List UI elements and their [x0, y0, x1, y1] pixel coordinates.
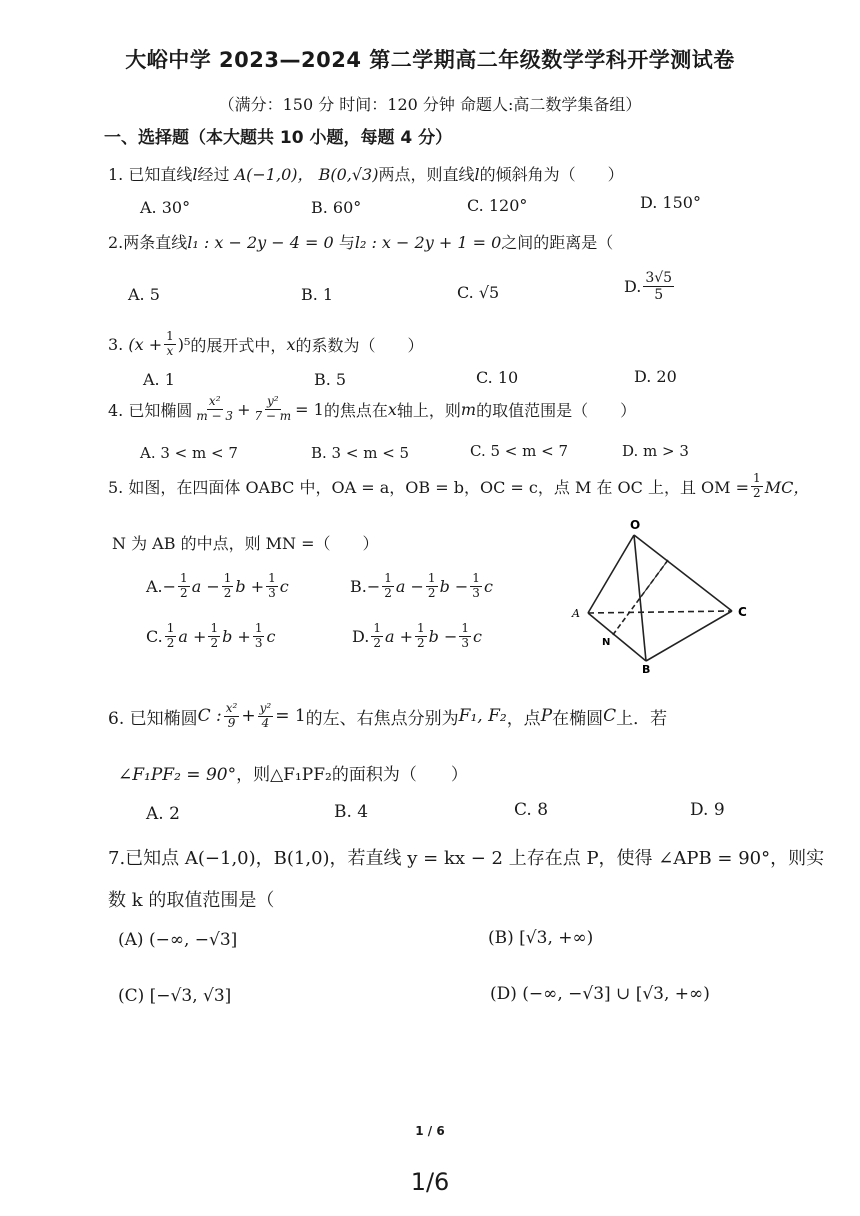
label-B: B	[642, 663, 651, 675]
q7-option-a: (A) (−∞, −√3]	[118, 930, 238, 950]
label-N: N	[602, 637, 611, 648]
question-3-stem: 3. (x + $\frac{1}{x}$ )⁵ 的展开式中， x 的系数为（ ）	[108, 329, 424, 358]
q7-option-c: (C) [−√3, √3]	[118, 986, 232, 1006]
edge-OC	[634, 535, 732, 611]
question-5-stem-line2: N 为 AB 的中点，则 MN =（ ）	[112, 534, 379, 553]
edge-AB	[588, 613, 646, 661]
q7-option-d: (D) (−∞, −√3] ∪ [√3, +∞)	[490, 984, 710, 1004]
q1-option-c: C. 120°	[467, 196, 528, 215]
question-7-stem-line2: 数 k 的取值范围是（	[108, 890, 275, 911]
q6-option-d: D. 9	[690, 800, 725, 820]
page-number-small: 1 / 6	[415, 1124, 445, 1138]
q7-option-b: (B) [√3, +∞)	[488, 928, 594, 948]
q1-option-a: A. 30°	[140, 198, 191, 217]
q3-option-c: C. 10	[476, 368, 519, 387]
q5-option-c: C. $\frac{1}{2}$ a + $\frac{1}{2}$ b + $\frac{1}{3}$ c	[146, 621, 276, 650]
question-5-stem-line1: 5. 如图，在四面体 OABC 中，OA = a，OB = b，OC = c，点 M 在 OC 上，且 OM = $\frac{1}{2}$ MC，	[108, 471, 810, 500]
q4-option-c: C. 5 < m < 7	[470, 442, 568, 460]
q1-option-d: D. 150°	[640, 193, 701, 212]
q4-option-d: D. m > 3	[622, 442, 689, 460]
section-heading: 一、选择题（本大题共 10 小题，每题 4 分）	[104, 128, 453, 148]
q6-option-b: B. 4	[334, 802, 369, 822]
question-1-stem: 1. 已知直线l经过 A(−1,0)， B(0,√3)两点，则直线l的倾斜角为（ ）	[108, 165, 624, 184]
q2-option-b: B. 1	[301, 285, 334, 304]
q2-option-c: C. √5	[457, 283, 500, 302]
q3-option-b: B. 5	[314, 370, 347, 389]
question-6-stem-line1: 6. 已知椭圆 C : $\frac{\text{x²}}{9}$ + $\frac{\text{y²}}{4}$ = 1 的左、右焦点分别为 F₁, F₂ ，点 P 在椭圆 C 上．若	[108, 701, 668, 730]
q3-option-d: D. 20	[634, 367, 677, 386]
question-6-stem-line2: ∠F₁PF₂ = 90°，则△F₁PF₂的面积为（ ）	[118, 765, 468, 785]
q1-option-b: B. 60°	[311, 198, 362, 217]
tetrahedron-figure	[560, 515, 760, 675]
segment-aux	[640, 560, 668, 598]
edge-OA	[588, 535, 634, 613]
page-number-large: 1/6	[410, 1168, 450, 1196]
q5-option-d: D. $\frac{1}{2}$ a + $\frac{1}{2}$ b − $\frac{1}{3}$ c	[352, 621, 482, 650]
label-O: O	[630, 518, 641, 532]
q2-option-a: A. 5	[128, 285, 160, 304]
q5-option-a: A.− $\frac{1}{2}$ a − $\frac{1}{2}$ b + $\frac{1}{3}$ c	[146, 571, 289, 600]
edge-BC	[646, 611, 732, 661]
question-7-stem-line1: 7.已知点 A(−1,0)，B(1,0)，若直线 y = kx − 2 上存在点 P，使得 ∠APB = 90°，则实	[108, 848, 825, 869]
label-A: A	[572, 607, 580, 620]
q2-option-d: D. $\frac{3√5}{5}$	[624, 270, 673, 304]
q2-option-d-fraction: $\frac{3√5}{5}$	[645, 270, 673, 304]
edge-AC-hidden	[588, 611, 732, 613]
q5-option-b: B.− $\frac{1}{2}$ a − $\frac{1}{2}$ b − $\frac{1}{3}$ c	[350, 571, 493, 600]
question-2-stem: 2.两条直线l₁ : x − 2y − 4 = 0 与l₂ : x − 2y + 1 = 0之间的距离是（	[108, 233, 614, 252]
question-4-stem: 4. 已知椭圆 $\frac{\text{x²}}{m - 3}$ + $\frac{\text{y²}}{7 - m}$ = 1 的焦点在 x 轴上，则 m 的取值范围是（ ）	[108, 394, 637, 423]
q4-option-a: A. 3 < m < 7	[140, 444, 238, 462]
exam-subtitle: （满分：150 分 时间：120 分钟 命题人:高二数学集备组）	[218, 95, 642, 114]
q6-option-c: C. 8	[514, 800, 549, 820]
q3-option-a: A. 1	[143, 370, 175, 389]
q4-option-b: B. 3 < m < 5	[311, 444, 410, 462]
exam-title: 大峪中学 2023—2024 第二学期高二年级数学学科开学测试卷	[125, 48, 735, 72]
q6-option-a: A. 2	[146, 804, 180, 824]
label-C: C	[738, 605, 747, 619]
